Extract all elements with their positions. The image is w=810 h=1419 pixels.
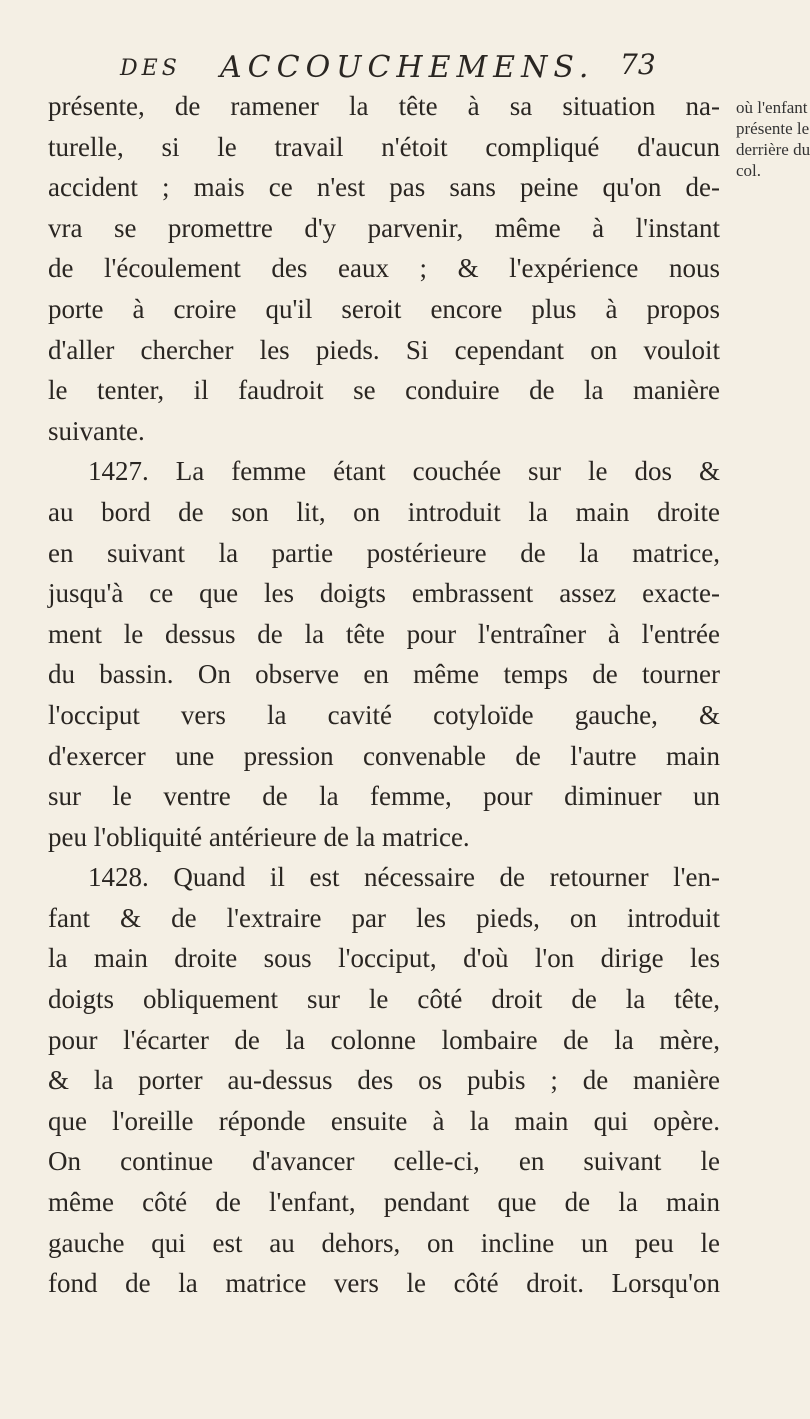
text-line: même côté de l'enfant, pendant que de la main <box>48 1187 720 1218</box>
text-line: vra se promettre d'y parvenir, même à l'instant <box>48 212 720 243</box>
text-line: le tenter, il faudroit se conduire de la manière <box>48 375 720 406</box>
text-line: suivante. <box>48 415 145 446</box>
text-line: doigts obliquement sur le côté droit de la tête, <box>48 984 720 1015</box>
running-head-left: DES <box>120 56 181 81</box>
text-line: & la porter au-dessus des os pubis ; de manière <box>48 1065 720 1096</box>
text-line: porte à croire qu'il seroit encore plus à propos <box>48 293 720 324</box>
text-line: ment le dessus de la tête pour l'entraîner à l'entrée <box>48 618 720 649</box>
text-line: accident ; mais ce n'est pas sans peine qu'on de- <box>48 172 720 203</box>
body-text <box>48 86 720 1304</box>
margin-note-line: col. <box>736 161 762 180</box>
text-line: présente, de ramener la tête à sa situation na- <box>48 91 720 121</box>
paragraph-1428-start: 1428. Quand il est nécessaire de retourner l'en- <box>88 862 720 893</box>
text-line: gauche qui est au dehors, on incline un peu le <box>48 1227 720 1258</box>
text-line: sur le ventre de la femme, pour diminuer un <box>48 781 720 812</box>
text-line: jusqu'à ce que les doigts embrassent assez exacte- <box>48 578 720 609</box>
text-line: fant & de l'extraire par les pieds, on introduit <box>48 902 720 933</box>
text-line: du bassin. On observe en même temps de tourner <box>48 659 720 690</box>
text-line: en suivant la partie postérieure de la matrice, <box>48 537 720 568</box>
text-line: la main droite sous l'occiput, d'où l'on dirige les <box>48 943 720 974</box>
text-line: d'exercer une pression convenable de l'autre main <box>48 740 720 771</box>
margin-note-line: où l'enfant <box>736 98 808 117</box>
text-line: l'occiput vers la cavité cotyloïde gauche, & <box>48 699 720 730</box>
text-line: fond de la matrice vers le côté droit. Lorsqu'on <box>48 1268 720 1299</box>
margin-note-line: présente le <box>736 119 810 138</box>
margin-note-line: derrière du <box>736 140 810 159</box>
text-line: au bord de son lit, on introduit la main droite <box>48 496 720 527</box>
paragraph-1427-start: 1427. La femme étant couchée sur le dos & <box>88 456 720 487</box>
text-line: de l'écoulement des eaux ; & l'expérience nous <box>48 253 720 284</box>
margin-note <box>736 97 810 181</box>
text-line: que l'oreille réponde ensuite à la main qui opère. <box>48 1105 720 1136</box>
text-line: d'aller chercher les pieds. Si cependant on vouloit <box>48 334 720 365</box>
text-line: On continue d'avancer celle-ci, en suivant le <box>48 1146 720 1177</box>
text-line: turelle, si le travail n'étoit compliqué d'aucun <box>48 131 720 162</box>
text-line: pour l'écarter de la colonne lombaire de la mère, <box>48 1024 720 1055</box>
page-number: 73 <box>620 48 656 81</box>
text-line: peu l'obliquité antérieure de la matrice. <box>48 821 470 852</box>
running-head-title: ACCOUCHEMENS. <box>220 50 595 85</box>
